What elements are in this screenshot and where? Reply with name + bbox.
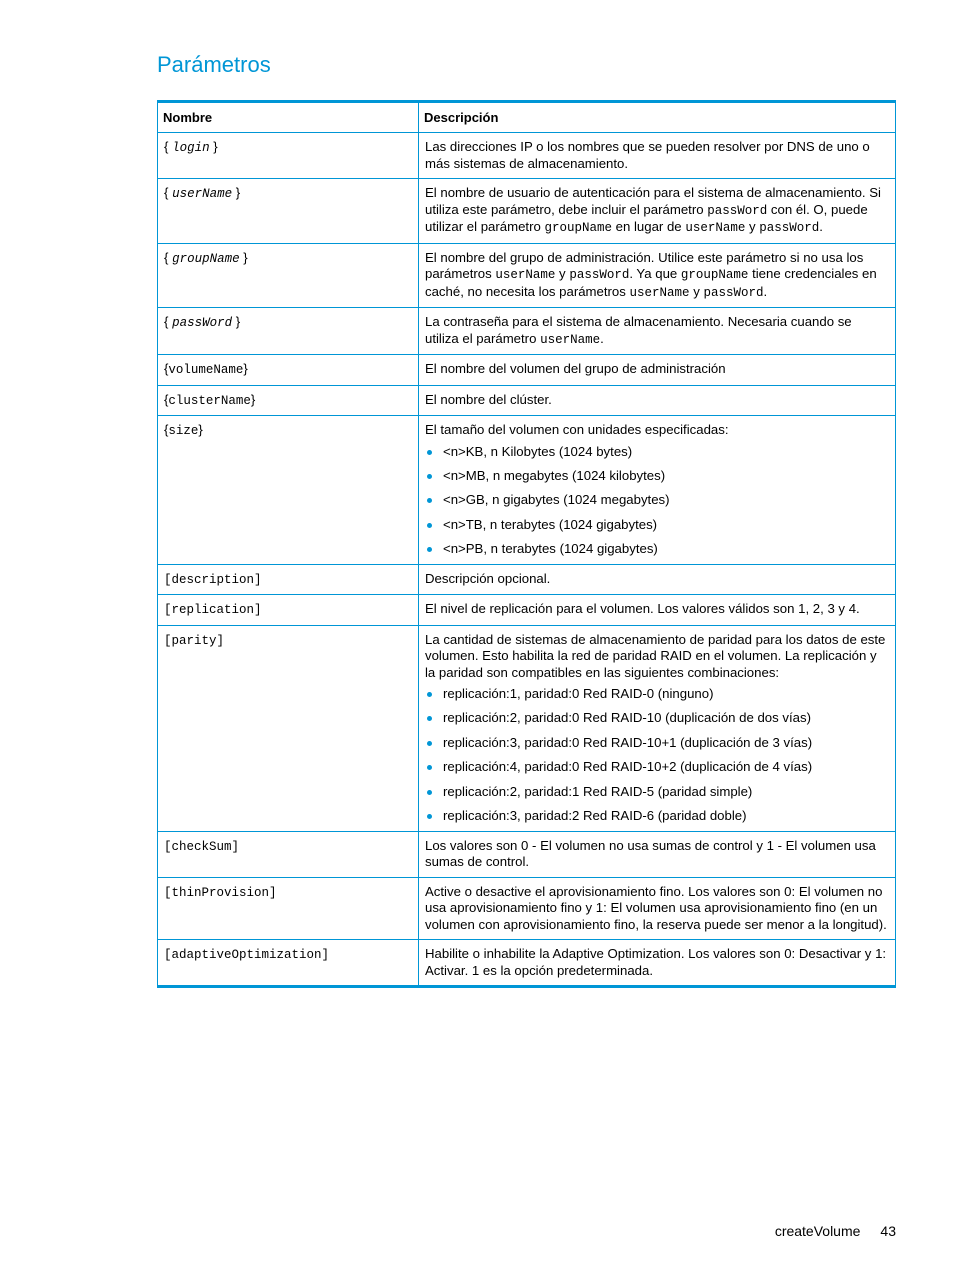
table-row xyxy=(158,625,896,831)
list-item xyxy=(425,468,889,485)
brace-open: { xyxy=(164,361,169,376)
bullet-icon xyxy=(427,523,432,528)
list-item-text: <n>TB, n terabytes (1024 gigabytes) xyxy=(443,516,658,532)
param-name: [thinProvision] xyxy=(164,885,277,900)
param-name: userName xyxy=(172,187,233,201)
table-row xyxy=(158,831,896,877)
list-item xyxy=(425,492,889,509)
list-item-text: replicación:1, paridad:0 Red RAID-0 (ninguno) xyxy=(443,686,714,702)
list-item xyxy=(425,444,889,461)
bullet-list xyxy=(425,444,889,558)
param-name-cell xyxy=(158,595,419,626)
param-description: Active o desactive el aprovisionamiento fino. Los valores son 0: El volumen no usa aprovisionamiento fino y 1: El volumen usa aprovisionamiento fino (en un volumen con aprovisionamiento fino, la reserva puede ser menor a la longitud). xyxy=(419,877,896,940)
param-name: groupName xyxy=(172,251,240,266)
desc-text: . Ya que xyxy=(629,266,681,281)
param-name: [checkSum] xyxy=(164,839,240,854)
inline-code: userName xyxy=(685,221,746,235)
table-row xyxy=(158,416,896,565)
param-description xyxy=(419,625,896,831)
page-title: Parámetros xyxy=(157,52,271,77)
param-name-cell xyxy=(158,877,419,940)
param-description xyxy=(419,179,896,244)
param-name-cell xyxy=(158,564,419,595)
table-header-row xyxy=(158,102,896,133)
brace-close: } xyxy=(209,139,218,154)
table-row xyxy=(158,243,896,308)
param-name-cell xyxy=(158,179,419,244)
parameters-table xyxy=(157,100,896,988)
inline-code: userName xyxy=(495,268,556,282)
inline-code: userName xyxy=(629,285,690,300)
list-item-text: <n>MB, n megabytes (1024 kilobytes) xyxy=(443,467,666,483)
bullet-list xyxy=(425,686,889,824)
inline-code: passWord xyxy=(569,268,630,282)
brace-open: { xyxy=(164,185,173,200)
brace-close: } xyxy=(239,249,248,265)
bullet-icon xyxy=(427,450,432,455)
desc-text: en lugar de xyxy=(611,219,686,234)
table-row xyxy=(158,355,896,386)
inline-code: passWord xyxy=(759,221,820,235)
inline-code: userName xyxy=(540,332,601,347)
brace-close: } xyxy=(243,361,248,376)
desc-text: El nombre de usuario de autenticación para el sistema de almacenamiento. Si utiliza este parámetro, debe incluir el parámetro xyxy=(425,185,881,217)
desc-text: y xyxy=(745,219,760,234)
desc-text: tiene credenciales en caché, no necesita los parámetros xyxy=(425,266,877,299)
desc-text: El tamaño del volumen con unidades especificadas: xyxy=(425,422,729,437)
bullet-icon xyxy=(427,498,432,503)
param-description xyxy=(419,416,896,565)
desc-text: y xyxy=(555,266,570,281)
inline-code: passWord xyxy=(707,203,768,218)
inline-code: groupName xyxy=(680,268,749,282)
bullet-icon xyxy=(427,474,432,479)
table-row xyxy=(158,595,896,626)
list-item xyxy=(425,517,889,534)
param-name: [description] xyxy=(164,572,262,587)
param-description: Los valores son 0 - El volumen no usa sumas de control y 1 - El volumen usa sumas de control. xyxy=(419,831,896,877)
desc-text: . xyxy=(763,283,768,299)
desc-text: y xyxy=(689,283,704,299)
brace-open: { xyxy=(164,139,173,154)
table-row xyxy=(158,385,896,416)
list-item-text: replicación:2, paridad:0 Red RAID-10 (duplicación de dos vías) xyxy=(443,710,811,726)
page-footer xyxy=(775,1223,896,1239)
list-item xyxy=(425,784,889,801)
bullet-icon xyxy=(427,547,432,552)
bullet-icon xyxy=(427,716,432,721)
list-item xyxy=(425,808,889,825)
list-item-text: replicación:3, paridad:2 Red RAID-6 (paridad doble) xyxy=(443,808,747,824)
column-header-description: Descripción xyxy=(419,102,896,133)
param-name-cell xyxy=(158,940,419,987)
footer-section-name: createVolume xyxy=(774,1223,861,1239)
desc-text: El nombre del grupo de administración. Utilice este parámetro si no usa los parámetros xyxy=(425,249,864,281)
param-name-cell xyxy=(158,133,419,179)
table-row xyxy=(158,564,896,595)
column-header-name: Nombre xyxy=(158,102,419,133)
list-item xyxy=(425,686,889,703)
list-item xyxy=(425,541,889,558)
param-name: login xyxy=(172,141,210,155)
param-name-cell xyxy=(158,355,419,386)
bullet-icon xyxy=(427,814,432,819)
param-description: Las direcciones IP o los nombres que se pueden resolver por DNS de uno o más sistemas de almacenamiento. xyxy=(419,133,896,179)
desc-text: . xyxy=(819,219,823,234)
brace-open: { xyxy=(164,422,169,437)
param-name: clusterName xyxy=(168,393,251,408)
desc-text: La contraseña para el sistema de almacenamiento. Necesaria cuando se utiliza el parámetro xyxy=(425,314,852,346)
list-item xyxy=(425,759,889,776)
list-item-text: replicación:2, paridad:1 Red RAID-5 (paridad simple) xyxy=(443,783,753,799)
bullet-icon xyxy=(427,790,432,795)
table-row xyxy=(158,308,896,355)
desc-text: con él. O, puede utilizar el parámetro xyxy=(425,201,868,234)
desc-text: . xyxy=(600,330,604,346)
brace-open: { xyxy=(164,391,169,407)
param-description: El nivel de replicación para el volumen. Los valores válidos son 1, 2, 3 y 4. xyxy=(419,595,896,626)
param-name-cell xyxy=(158,385,419,416)
table-row xyxy=(158,179,896,244)
param-name: [replication] xyxy=(164,603,262,618)
list-item xyxy=(425,710,889,727)
param-description xyxy=(419,243,896,308)
bullet-icon xyxy=(427,741,432,746)
param-name: [parity] xyxy=(164,633,225,648)
param-description: El nombre del clúster. xyxy=(419,385,896,416)
brace-close: } xyxy=(232,185,241,200)
param-name-cell xyxy=(158,831,419,877)
list-item-text: <n>KB, n Kilobytes (1024 bytes) xyxy=(443,443,633,459)
list-item-text: <n>PB, n terabytes (1024 gigabytes) xyxy=(443,541,658,557)
list-item-text: replicación:4, paridad:0 Red RAID-10+2 (duplicación de 4 vías) xyxy=(443,759,813,775)
inline-code: passWord xyxy=(703,285,764,300)
list-item-text: <n>GB, n gigabytes (1024 megabytes) xyxy=(443,492,670,508)
param-name-cell xyxy=(158,308,419,355)
param-description: Habilite o inhabilite la Adaptive Optimization. Los valores son 0: Desactivar y 1: Activar. 1 es la opción predeterminada. xyxy=(419,940,896,987)
param-name-cell xyxy=(158,625,419,831)
list-item-text: replicación:3, paridad:0 Red RAID-10+1 (duplicación de 3 vías) xyxy=(443,734,813,750)
inline-code: groupName xyxy=(544,221,612,235)
table-row xyxy=(158,877,896,940)
param-description xyxy=(419,308,896,355)
brace-close: } xyxy=(232,314,241,329)
param-name: volumeName xyxy=(168,363,244,377)
bullet-icon xyxy=(427,765,432,770)
param-description: El nombre del volumen del grupo de administración xyxy=(419,355,896,386)
param-description: Descripción opcional. xyxy=(419,564,896,595)
param-name-cell xyxy=(158,416,419,565)
table-row xyxy=(158,940,896,987)
page-number: 43 xyxy=(880,1223,896,1239)
param-name: size xyxy=(168,424,199,438)
brace-close: } xyxy=(198,422,203,437)
list-item xyxy=(425,735,889,752)
param-name-cell xyxy=(158,243,419,308)
brace-open: { xyxy=(164,314,173,329)
brace-close: } xyxy=(250,391,256,407)
bullet-icon xyxy=(427,692,432,697)
desc-text: La cantidad de sistemas de almacenamiento de paridad para los datos de este volumen. Esto habilita la red de paridad RAID en el volumen. La replicación y la paridad son compatibles en las siguientes combinaciones: xyxy=(425,631,886,680)
param-name: [adaptiveOptimization] xyxy=(164,948,330,963)
table-row xyxy=(158,133,896,179)
param-name: passWord xyxy=(172,316,233,330)
brace-open: { xyxy=(164,249,173,265)
